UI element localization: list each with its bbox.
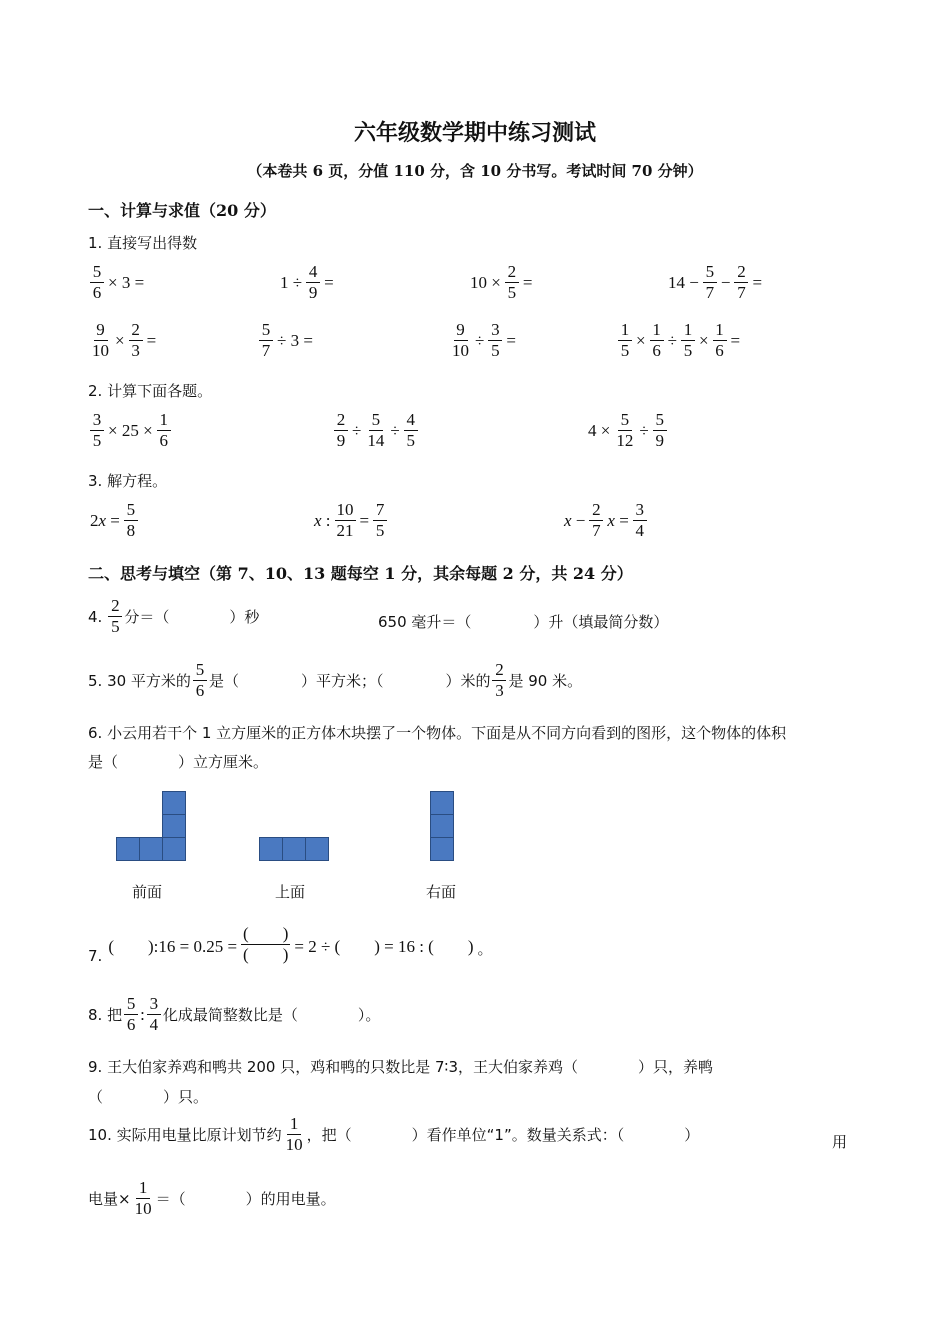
question-6-line-1: 6. 小云用若干个 1 立方厘米的正方体木块摆了一个物体。下面是从不同方向看到的图形，这个物体的体积 [88, 724, 787, 742]
question-9-line-1: 9. 王大伯家养鸡和鸭共 200 只，鸡和鸭的只数比是 7∶3，王大伯家养鸡（ ）只，养鸭 [88, 1058, 714, 1076]
view-front-label: 前面 [132, 883, 163, 901]
calc-1h: $\frac{1}{5}$ × $\frac{1}{6}$ ÷ $\frac{1}{5}$ × $\frac{1}{6}$ = [616, 320, 742, 361]
question-10: 10. 实际用电量比原计划节约 $\frac{1}{10}$ ，把（ ）看作单位“1”。数量关系式：（ ） [88, 1114, 700, 1154]
q7-number: 7. [88, 946, 103, 965]
question-8: 8. 把 $\frac{5}{6}$ : $\frac{3}{4}$ 化成最简整数比是（ ）。 [88, 994, 381, 1034]
calc-1e: $\frac{9}{10}$ × $\frac{2}{3}$ = [92, 320, 157, 360]
q4-number: 4. [88, 607, 103, 626]
q5-part-a: 5. 30 平方米的 [88, 672, 191, 690]
q7-part-a: ( ):16 = 0.25 = [108, 937, 238, 956]
section-1-heading: 一、计算与求值（20 分） [88, 201, 276, 220]
q10-part-d: 电量× [88, 1190, 131, 1208]
view-right-label: 右面 [426, 883, 457, 901]
calc-2a: $\frac{3}{5}$ × 25 × $\frac{1}{6}$ [88, 410, 173, 451]
question-5: 5. 30 平方米的 $\frac{5}{6}$ 是（ ）平方米；（ ）米的 $\frac{2}{3}$ 是 90 米。 [88, 660, 583, 700]
question-4-second [378, 611, 668, 632]
section-2-heading: 二、思考与填空（第 7、10、13 题每空 1 分，其余每题 2 分，共 24 分） [88, 564, 633, 583]
cube-square [162, 791, 186, 815]
question-4: 4. $\frac{2}{5}$ 分＝（ ）秒 [88, 596, 260, 636]
equation-a: 2x = $\frac{5}{8}$ [88, 500, 140, 541]
cube-square [430, 791, 454, 815]
q10-part-b: ，把（ ）看作单位“1”。数量关系式：（ ） [306, 1126, 700, 1144]
q4-part-c: 650 毫升＝（ [378, 613, 472, 631]
exam-info: （本卷共 6 页，分值 110 分，含 10 分书写。考试时间 70 分钟） [247, 162, 703, 180]
cube-square [162, 837, 186, 861]
question-3-label: 3. 解方程。 [88, 472, 168, 490]
cube-square [162, 814, 186, 838]
equation-c: x − $\frac{2}{7}$ x = $\frac{3}{4}$ [562, 500, 649, 541]
calc-1d: 14 − $\frac{5}{7}$ − $\frac{2}{7}$ = [668, 262, 763, 302]
cube-square [139, 837, 163, 861]
q4-part-a: 分＝（ [124, 608, 170, 626]
q4-part-b: ）秒 [229, 608, 260, 626]
calc-1f: $\frac{5}{7}$ ÷ 3 = [257, 320, 315, 361]
q7-end: 。 [477, 940, 493, 958]
calc-1a: $\frac{5}{6}$ × 3 = [88, 262, 146, 303]
q8-part-b: 化成最简整数比是（ ）。 [162, 1006, 381, 1024]
q8-part-a: 8. 把 [88, 1006, 123, 1024]
cube-square [116, 837, 140, 861]
calc-1b: 1 ÷ $\frac{4}{9}$ = [280, 262, 334, 302]
question-6-line-2: 是（ ）立方厘米。 [88, 753, 269, 771]
calc-2b: $\frac{2}{9}$ ÷ $\frac{5}{14}$ ÷ $\frac{4}{5}$ [332, 410, 420, 451]
cube-square [282, 837, 306, 861]
calc-2c: 4 × $\frac{5}{12}$ ÷ $\frac{5}{9}$ [586, 410, 669, 451]
calc-1g: $\frac{9}{10}$ ÷ $\frac{3}{5}$ = [452, 320, 516, 360]
question-2-label: 2. 计算下面各题。 [88, 382, 213, 400]
q7-part-b: = 2 ÷ ( ) = 16 : ( ) [294, 937, 474, 956]
q7-frac-numerator: ( ) [243, 924, 289, 943]
q7-frac-denominator: ( ) [243, 945, 289, 964]
q10-part-e: ＝（ ）的用电量。 [155, 1190, 336, 1208]
q10-part-c: 用 [832, 1133, 848, 1151]
q5-part-c: ）平方米；（ [300, 672, 384, 690]
question-1-label: 1. 直接写出得数 [88, 234, 198, 252]
page-title: 六年级数学期中练习测试 [353, 120, 596, 146]
view-top-label: 上面 [275, 883, 306, 901]
cube-square [259, 837, 283, 861]
q5-part-e: 是 90 米。 [508, 672, 583, 690]
cube-square [430, 814, 454, 838]
cube-square [305, 837, 329, 861]
q5-part-b: 是（ [208, 672, 239, 690]
question-10-line-2: 电量× $\frac{1}{10}$ ＝（ ）的用电量。 [88, 1178, 336, 1218]
q4-part-d: ）升（填最简分数） [533, 613, 669, 631]
calc-1c: 10 × $\frac{2}{5}$ = [470, 262, 533, 302]
question-9-line-2: （ ）只。 [88, 1088, 209, 1106]
q10-part-a: 10. 实际用电量比原计划节约 [88, 1126, 282, 1144]
cube-square [430, 837, 454, 861]
question-7 [88, 924, 493, 965]
equation-b: x : $\frac{10}{21}$ = $\frac{7}{5}$ [312, 500, 389, 541]
q5-part-d: ）米的 [445, 672, 491, 690]
